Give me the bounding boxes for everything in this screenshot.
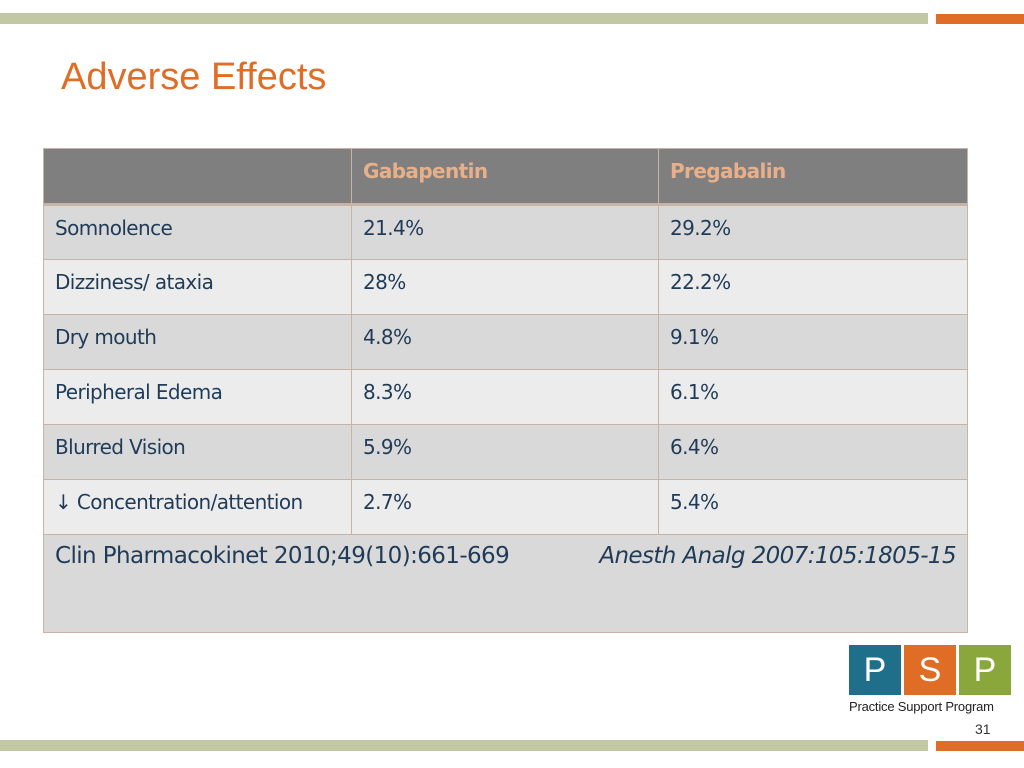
table-row [44, 370, 968, 425]
table-row [44, 315, 968, 370]
effect-name-cell: Dry mouth [44, 315, 352, 370]
sources-row [44, 535, 968, 633]
bottom-decorative-bar [0, 740, 928, 751]
slide-title: Adverse Effects [61, 56, 327, 98]
gabapentin-value-cell: 2.7% [352, 480, 659, 535]
effect-name-cell: Blurred Vision [44, 425, 352, 480]
effect-name-cell: Dizziness/ ataxia [44, 260, 352, 315]
gabapentin-value-cell: 21.4% [352, 205, 659, 260]
table-row [44, 425, 968, 480]
header-cell-empty [44, 149, 352, 205]
pregabalin-value-cell: 9.1% [659, 315, 968, 370]
header-cell-pregabalin: Pregabalin [659, 149, 968, 205]
table-header-row [44, 149, 968, 205]
top-accent-bar [936, 14, 1024, 24]
pregabalin-value-cell: 6.1% [659, 370, 968, 425]
effect-name-cell: ↓ Concentration/attention [44, 480, 352, 535]
top-decorative-bar [0, 13, 928, 24]
header-cell-gabapentin: Gabapentin [352, 149, 659, 205]
logo-letter-p: P [849, 645, 901, 695]
logo-letter-s: S [904, 645, 956, 695]
pregabalin-value-cell: 22.2% [659, 260, 968, 315]
logo-caption: Practice Support Program [849, 699, 994, 714]
pregabalin-value-cell: 5.4% [659, 480, 968, 535]
psp-logo [849, 645, 1011, 714]
table-row [44, 480, 968, 535]
table-row [44, 205, 968, 260]
bottom-accent-bar [936, 741, 1024, 751]
effect-name-cell: Peripheral Edema [44, 370, 352, 425]
page-number: 31 [975, 721, 991, 737]
table-row [44, 260, 968, 315]
sources-cell [44, 535, 968, 633]
gabapentin-value-cell: 8.3% [352, 370, 659, 425]
adverse-effects-table [43, 148, 968, 633]
logo-letter-p-2: P [959, 645, 1011, 695]
source-citation-2: Anesth Analg 2007:105:1805-15 [599, 543, 956, 569]
pregabalin-value-cell: 6.4% [659, 425, 968, 480]
pregabalin-value-cell: 29.2% [659, 205, 968, 260]
gabapentin-value-cell: 5.9% [352, 425, 659, 480]
gabapentin-value-cell: 28% [352, 260, 659, 315]
gabapentin-value-cell: 4.8% [352, 315, 659, 370]
effect-name-cell: Somnolence [44, 205, 352, 260]
source-citation-1: Clin Pharmacokinet 2010;49(10):661-669 [55, 543, 510, 569]
